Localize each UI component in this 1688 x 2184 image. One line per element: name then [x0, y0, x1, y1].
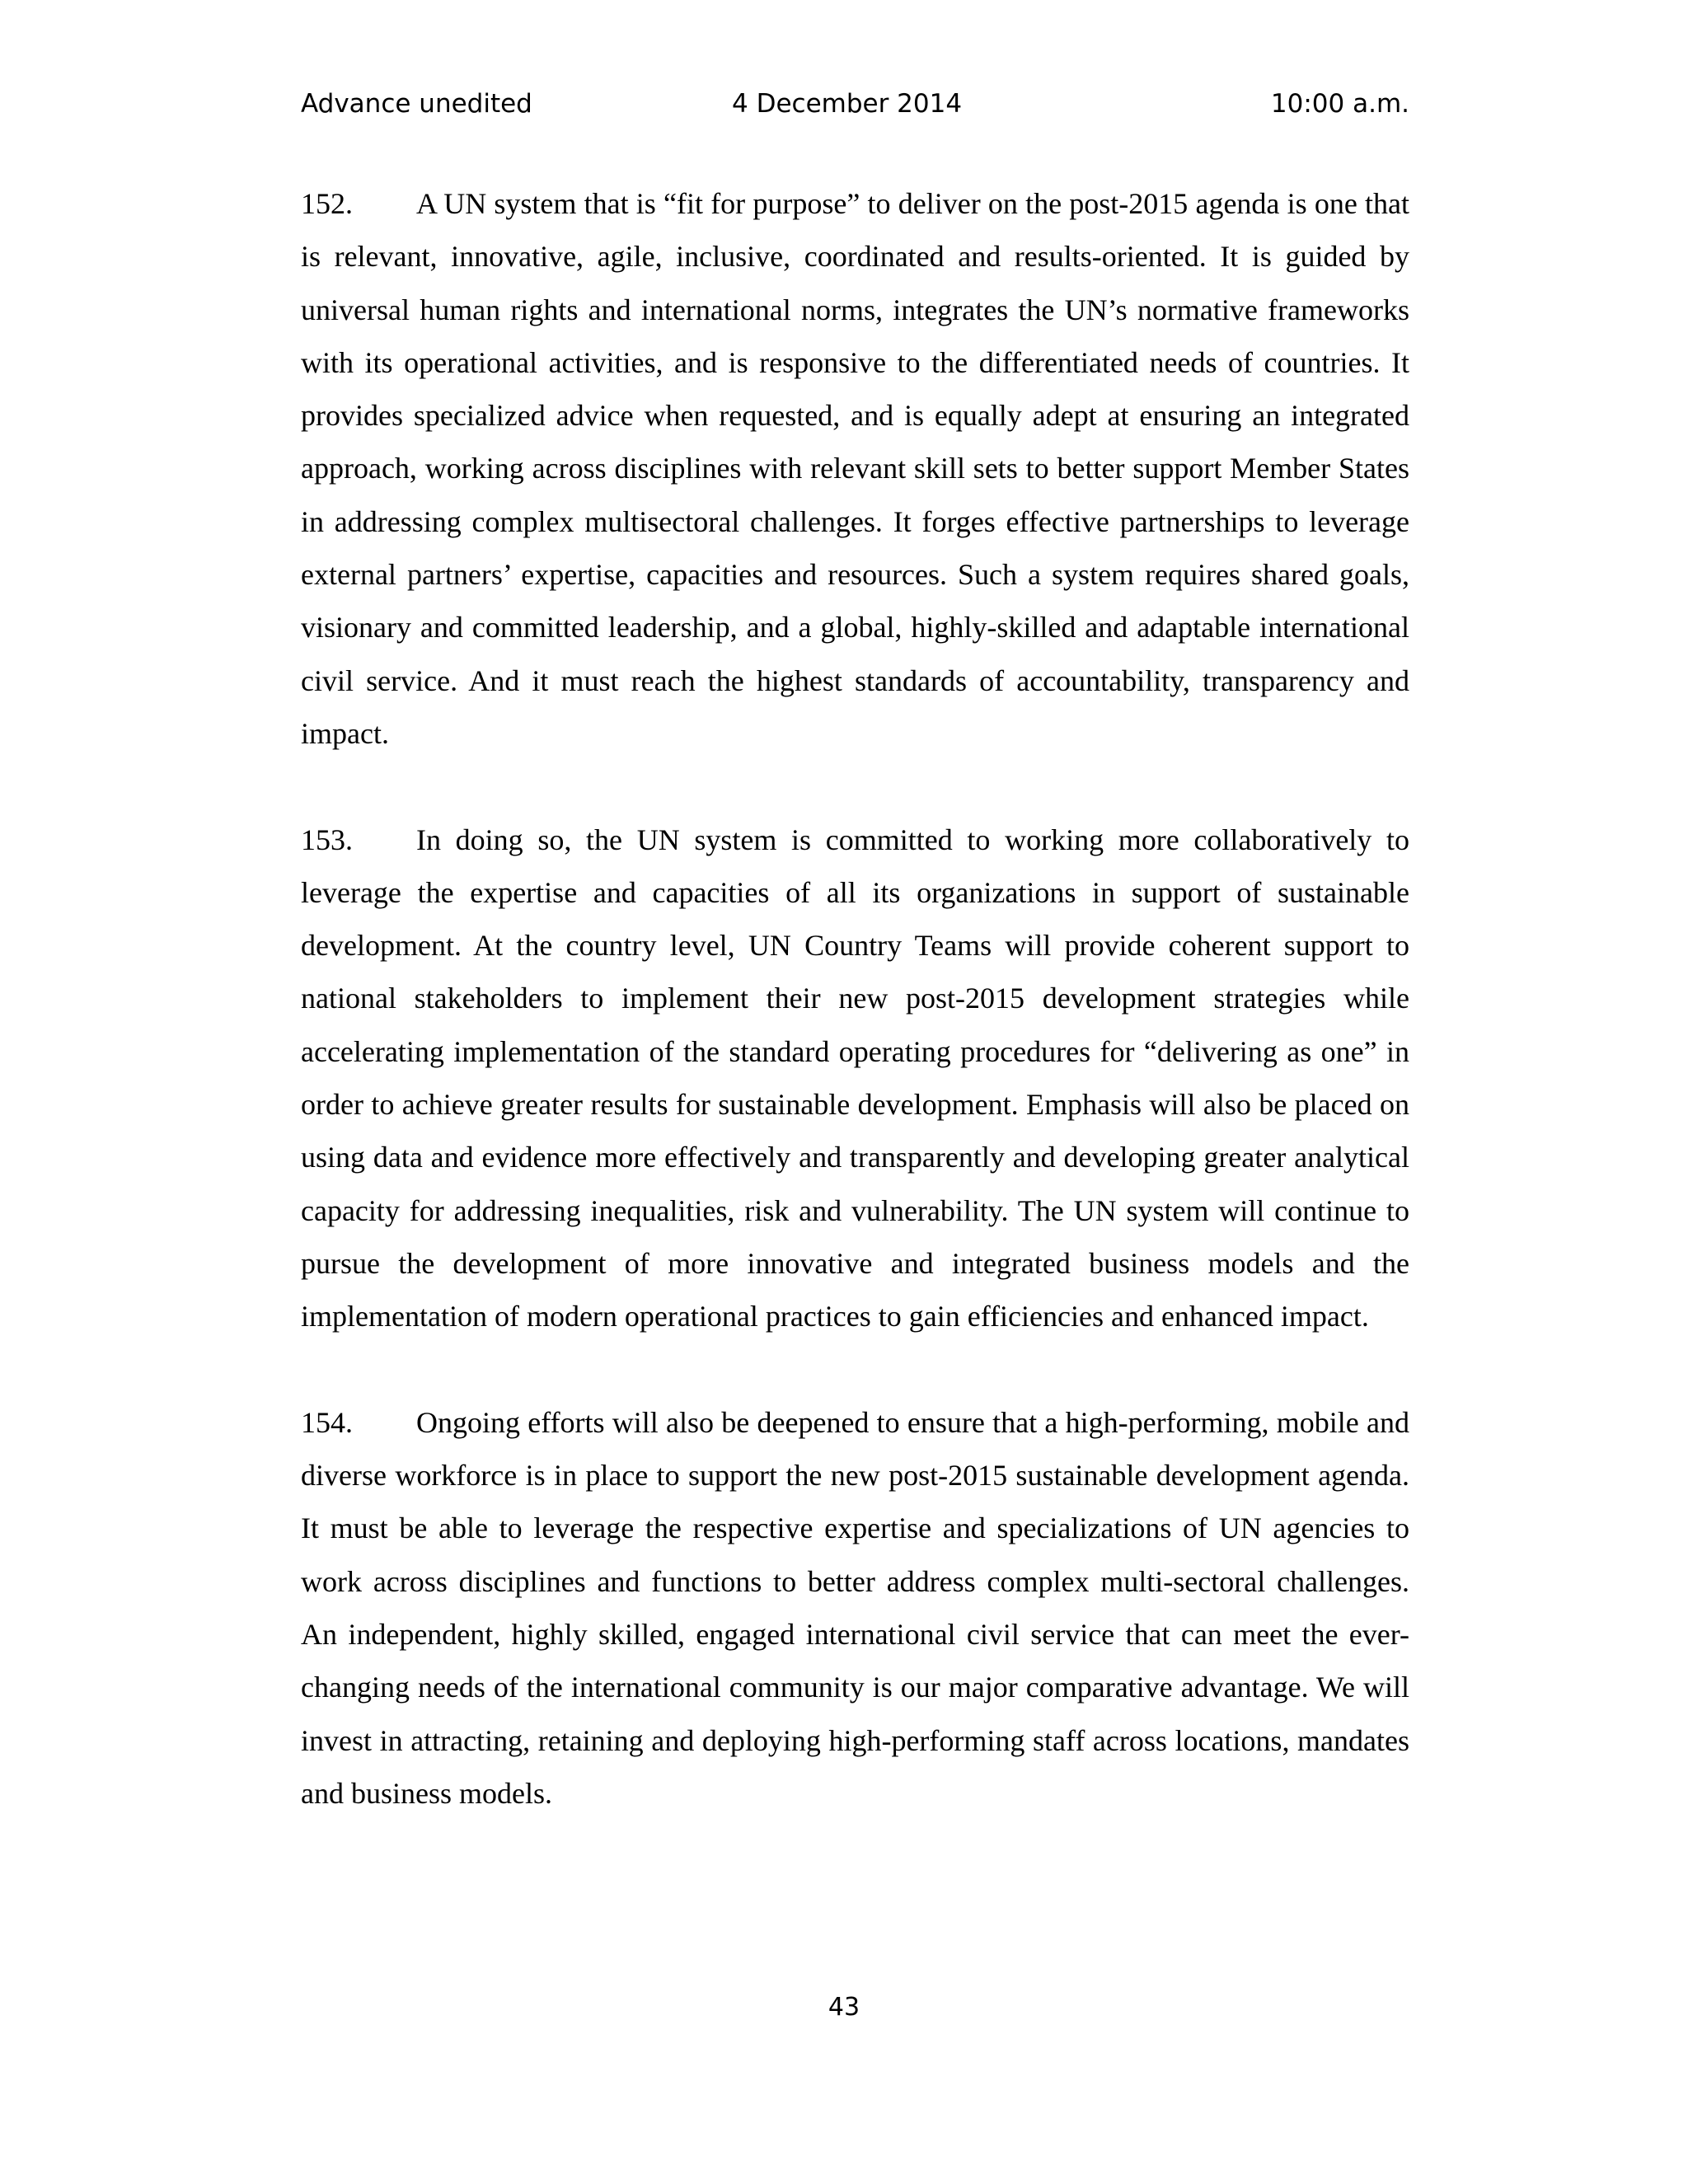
- paragraph-152: [301, 177, 1409, 760]
- paragraph-number: 154.: [301, 1405, 353, 1439]
- header-time: 10:00 a.m.: [1270, 89, 1409, 119]
- header-status: Advance unedited: [301, 89, 532, 119]
- paragraph-text: Ongoing efforts will also be deepened to ensure that a high-performing, mobile and diverse workforce is in place to support the new post-2015 sustainable development agenda. It must be able to leverage the respective expertise and specializations of UN agencies to work across disciplines and functions to better address complex multi-sectoral challenges. An independent, highly skilled, engaged international civil service that can meet the ever-changing needs of the international community is our major comparative advantage. We will invest in attracting, retaining and deploying high-performing staff across locations, mandates and business models.: [301, 1405, 1409, 1810]
- paragraph-number: 152.: [301, 187, 353, 220]
- paragraph-154: [301, 1396, 1409, 1820]
- page-number: 43: [828, 1993, 860, 2022]
- paragraph-text: A UN system that is “fit for purpose” to deliver on the post-2015 agenda is one that is relevant, innovative, agile, inclusive, coordinated and results-oriented. It is guided by universal human rights and international norms, integrates the UN’s normative frameworks with its operational activities, and is responsive to the differentiated needs of countries. It provides specialized advice when requested, and is equally adept at ensuring an integrated approach, working across disciplines with relevant skill sets to better support Member States in addressing complex multisectoral challenges. It forges effective partnerships to leverage external partners’ expertise, capacities and resources. Such a system requires shared goals, visionary and committed leadership, and a global, highly-skilled and adaptable international civil service. And it must reach the highest standards of accountability, transparency and impact.: [301, 187, 1409, 750]
- document-body: [301, 177, 1409, 1873]
- header-date: 4 December 2014: [732, 89, 963, 119]
- paragraph-number: 153.: [301, 823, 353, 856]
- page-header: [301, 89, 1409, 130]
- paragraph-153: [301, 813, 1409, 1343]
- paragraph-text: In doing so, the UN system is committed to working more collaboratively to leverage the expertise and capacities of all its organizations in support of sustainable development. At the country level, UN Country Teams will provide coherent support to national stakeholders to implement their new post-2015 development strategies while accelerating implementation of the standard operating procedures for “delivering as one” in order to achieve greater results for sustainable development. Emphasis will also be placed on using data and evidence more effectively and transparently and developing greater analytical capacity for addressing inequalities, risk and vulnerability. The UN system will continue to pursue the development of more innovative and integrated business models and the implementation of modern operational practices to gain efficiencies and enhanced impact.: [301, 823, 1409, 1333]
